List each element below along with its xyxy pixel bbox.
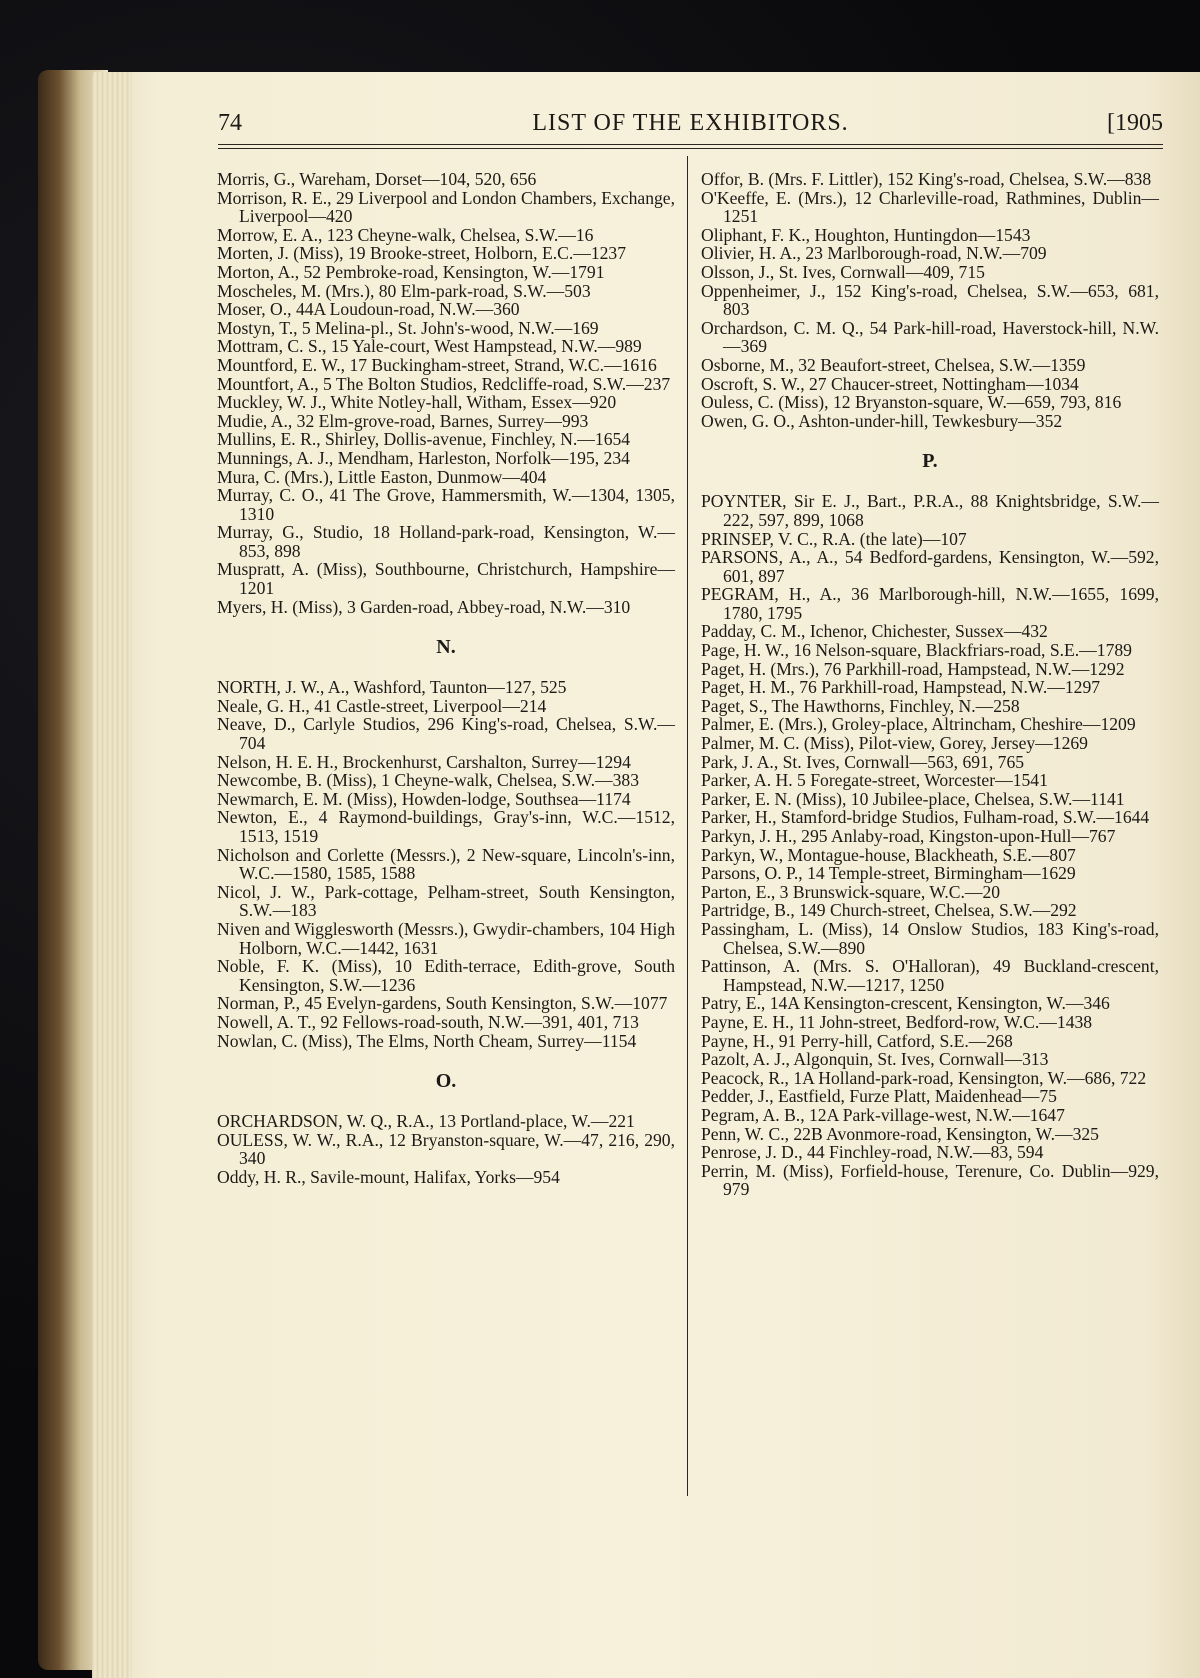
- exhibitor-entry: Myers, H. (Miss), 3 Garden-road, Abbey-road, N.W.—310: [217, 596, 631, 617]
- exhibitor-entry: Parton, E., 3 Brunswick-square, W.C.—20: [701, 881, 1001, 902]
- exhibitor-entry: Murray, C. O., 41 The Grove, Hammersmith, W.—1304, 1305, 1310: [217, 485, 675, 524]
- exhibitor-entry: Padday, C. M., Ichenor, Chichester, Sussex—432: [701, 621, 1048, 642]
- exhibitor-entry: Penn, W. C., 22B Avonmore-road, Kensington, W.—325: [701, 1123, 1099, 1144]
- exhibitor-entry: Nowell, A. T., 92 Fellows-road-south, N.W.—391, 401, 713: [217, 1011, 639, 1032]
- exhibitor-entry: Munnings, A. J., Mendham, Harleston, Norfolk—195, 234: [217, 447, 630, 468]
- exhibitor-entry: Newmarch, E. M. (Miss), Howden-lodge, Southsea—1174: [217, 788, 631, 809]
- exhibitor-entry: Morton, A., 52 Pembroke-road, Kensington, W.—1791: [217, 261, 605, 282]
- exhibitor-entry: Moser, O., 44A Loudoun-road, N.W.—360: [217, 299, 520, 320]
- exhibitor-entry: NORTH, J. W., A., Washford, Taunton—127, 525: [217, 677, 567, 698]
- exhibitor-entry: Newton, E., 4 Raymond-buildings, Gray's-inn, W.C.—1512, 1513, 1519: [217, 807, 675, 846]
- exhibitor-entry: Mottram, C. S., 15 Yale-court, West Hampstead, N.W.—989: [217, 336, 642, 357]
- entries-n: [217, 678, 675, 1050]
- running-title: LIST OF THE EXHIBITORS.: [532, 110, 849, 136]
- exhibitor-entry: Parsons, O. P., 14 Temple-street, Birmingham—1629: [701, 863, 1076, 884]
- exhibitor-entry: Murray, G., Studio, 18 Holland-park-road, Kensington, W.—853, 898: [217, 522, 675, 561]
- exhibitor-entry: Pazolt, A. J., Algonquin, St. Ives, Cornwall—313: [701, 1049, 1049, 1070]
- entries-m: [217, 170, 675, 616]
- exhibitor-entry: Nicholson and Corlette (Messrs.), 2 New-square, Lincoln's-inn, W.C.—1580, 1585, 1588: [217, 844, 675, 884]
- exhibitor-entry: Pedder, J., Eastfield, Furze Platt, Maidenhead—75: [701, 1086, 1057, 1107]
- exhibitor-entry: PARSONS, A., A., 54 Bedford-gardens, Kensington, W.—592, 601, 897: [701, 547, 1159, 586]
- exhibitor-entry: Ouless, C. (Miss), 12 Bryanston-square, W.—659, 793, 816: [701, 392, 1122, 413]
- exhibitor-entry: PRINSEP, V. C., R.A. (the late)—107: [701, 528, 967, 549]
- exhibitor-entry: Pattinson, A. (Mrs. S. O'Halloran), 49 Buckland-crescent, Hampstead, N.W.—1217, 1250: [701, 956, 1159, 995]
- exhibitor-entry: Parker, H., Stamford-bridge Studios, Fulham-road, S.W.—1644: [701, 807, 1150, 828]
- exhibitor-entry: Paget, S., The Hawthorns, Finchley, N.—258: [701, 695, 1020, 716]
- exhibitor-entry: Orchardson, C. M. Q., 54 Park-hill-road, Haverstock-hill, N.W.—369: [701, 317, 1159, 357]
- exhibitor-entry: Owen, G. O., Ashton-under-hill, Tewkesbury—352: [701, 410, 1063, 431]
- exhibitor-entry: Morrow, E. A., 123 Cheyne-walk, Chelsea, S.W.—16: [217, 224, 594, 245]
- entries-o-left: [217, 1112, 675, 1186]
- column-divider: [687, 156, 688, 1496]
- entries-p: [701, 492, 1159, 1199]
- exhibitor-entry: Morten, J. (Miss), 19 Brooke-street, Holborn, E.C.—1237: [217, 243, 627, 264]
- exhibitor-entry: Morris, G., Wareham, Dorset—104, 520, 656: [217, 169, 537, 189]
- exhibitor-entry: Parkyn, W., Montague-house, Blackheath, S.E.—807: [701, 844, 1076, 865]
- exhibitor-entry: Offor, B. (Mrs. F. Littler), 152 King's-road, Chelsea, S.W.—838: [701, 169, 1152, 189]
- exhibitor-entry: Noble, F. K. (Miss), 10 Edith-terrace, Edith-grove, South Kensington, S.W.—1236: [217, 956, 675, 995]
- exhibitor-entry: ORCHARDSON, W. Q., R.A., 13 Portland-place, W.—221: [217, 1111, 635, 1132]
- exhibitor-entry: Palmer, E. (Mrs.), Groley-place, Altrincham, Cheshire—1209: [701, 714, 1136, 735]
- page-number: 74: [218, 110, 242, 136]
- exhibitor-entry: Paget, H. (Mrs.), 76 Parkhill-road, Hampstead, N.W.—1292: [701, 658, 1125, 679]
- exhibitor-entry: Mountford, E. W., 17 Buckingham-street, Strand, W.C.—1616: [217, 354, 657, 375]
- left-column: [217, 170, 675, 1187]
- exhibitor-entry: Olivier, H. A., 23 Marlborough-road, N.W.—709: [701, 243, 1047, 264]
- exhibitor-entry: Norman, P., 45 Evelyn-gardens, South Kensington, S.W.—1077: [217, 993, 668, 1014]
- entries-o-right: [701, 170, 1159, 430]
- exhibitor-entry: Patry, E., 14A Kensington-crescent, Kensington, W.—346: [701, 993, 1110, 1014]
- exhibitor-entry: Moscheles, M. (Mrs.), 80 Elm-park-road, S.W.—503: [217, 280, 591, 301]
- exhibitor-entry: Paget, H. M., 76 Parkhill-road, Hampstead, N.W.—1297: [701, 677, 1101, 698]
- exhibitor-entry: Peacock, R., 1A Holland-park-road, Kensington, W.—686, 722: [701, 1067, 1147, 1088]
- exhibitor-entry: POYNTER, Sir E. J., Bart., P.R.A., 88 Knightsbridge, S.W.—222, 597, 899, 1068: [701, 491, 1159, 530]
- year-label: [1905: [1107, 110, 1163, 136]
- exhibitor-entry: Penrose, J. D., 44 Finchley-road, N.W.—83, 594: [701, 1142, 1044, 1163]
- section-letter-p: P.: [922, 450, 938, 473]
- exhibitor-entry: OULESS, W. W., R.A., 12 Bryanston-square, W.—47, 216, 290, 340: [217, 1129, 675, 1169]
- page-header: [218, 106, 1163, 142]
- exhibitor-entry: Oliphant, F. K., Houghton, Huntingdon—1543: [701, 224, 1031, 245]
- exhibitor-entry: Neale, G. H., 41 Castle-street, Liverpool—214: [217, 695, 547, 716]
- exhibitor-entry: Parkyn, J. H., 295 Anlaby-road, Kingston-upon-Hull—767: [701, 826, 1116, 846]
- exhibitor-entry: Mullins, E. R., Shirley, Dollis-avenue, Finchley, N.—1654: [217, 429, 631, 450]
- exhibitor-entry: Niven and Wigglesworth (Messrs.), Gwydir-chambers, 104 High Holborn, W.C.—1442, 1631: [217, 918, 675, 958]
- exhibitor-entry: Perrin, M. (Miss), Forfield-house, Terenure, Co. Dublin—929, 979: [701, 1160, 1159, 1200]
- header-rule: [218, 144, 1163, 149]
- exhibitor-entry: Palmer, M. C. (Miss), Pilot-view, Gorey, Jersey—1269: [701, 733, 1088, 754]
- exhibitor-entry: Parker, E. N. (Miss), 10 Jubilee-place, Chelsea, S.W.—1141: [701, 788, 1125, 809]
- section-letter-n: N.: [436, 636, 456, 659]
- exhibitor-entry: PEGRAM, H., A., 36 Marlborough-hill, N.W.—1655, 1699, 1780, 1795: [701, 584, 1159, 623]
- exhibitor-entry: Mura, C. (Mrs.), Little Easton, Dunmow—404: [217, 466, 547, 487]
- exhibitor-entry: Park, J. A., St. Ives, Cornwall—563, 691, 765: [701, 751, 1025, 772]
- exhibitor-entry: Nelson, H. E. H., Brockenhurst, Carshalton, Surrey—1294: [217, 751, 631, 772]
- exhibitor-entry: Page, H. W., 16 Nelson-square, Blackfriars-road, S.E.—1789: [701, 640, 1132, 661]
- exhibitor-entry: Morrison, R. E., 29 Liverpool and London Chambers, Exchange, Liverpool—420: [217, 187, 675, 227]
- exhibitor-entry: Passingham, L. (Miss), 14 Onslow Studios, 183 King's-road, Chelsea, S.W.—890: [701, 918, 1159, 958]
- exhibitor-entry: Newcombe, B. (Miss), 1 Cheyne-walk, Chelsea, S.W.—383: [217, 770, 640, 791]
- exhibitor-entry: Mudie, A., 32 Elm-grove-road, Barnes, Surrey—993: [217, 410, 589, 431]
- exhibitor-entry: Neave, D., Carlyle Studios, 296 King's-road, Chelsea, S.W.—704: [217, 714, 675, 754]
- exhibitor-entry: Nicol, J. W., Park-cottage, Pelham-street, South Kensington, S.W.—183: [217, 881, 675, 921]
- exhibitor-entry: Pegram, A. B., 12A Park-village-west, N.W.—1647: [701, 1104, 1065, 1125]
- exhibitor-entry: Muspratt, A. (Miss), Southbourne, Christchurch, Hampshire—1201: [217, 559, 675, 599]
- exhibitor-entry: Osborne, M., 32 Beaufort-street, Chelsea, S.W.—1359: [701, 354, 1086, 375]
- exhibitor-entry: Oscroft, S. W., 27 Chaucer-street, Nottingham—1034: [701, 373, 1079, 394]
- exhibitor-entry: O'Keeffe, E. (Mrs.), 12 Charleville-road, Rathmines, Dublin—1251: [701, 187, 1159, 227]
- exhibitor-entry: Muckley, W. J., White Notley-hall, Witham, Essex—920: [217, 392, 617, 413]
- exhibitor-entry: Partridge, B., 149 Church-street, Chelsea, S.W.—292: [701, 900, 1077, 921]
- exhibitor-entry: Parker, A. H. 5 Foregate-street, Worcester—1541: [701, 770, 1048, 791]
- exhibitor-entry: Payne, H., 91 Perry-hill, Catford, S.E.—268: [701, 1030, 1013, 1051]
- exhibitor-entry: Nowlan, C. (Miss), The Elms, North Cheam, Surrey—1154: [217, 1030, 637, 1051]
- exhibitor-entry: Olsson, J., St. Ives, Cornwall—409, 715: [701, 261, 985, 282]
- exhibitor-entry: Oppenheimer, J., 152 King's-road, Chelsea, S.W.—653, 681, 803: [701, 280, 1159, 320]
- page-edges: [92, 72, 132, 1678]
- exhibitor-entry: Mountfort, A., 5 The Bolton Studios, Redcliffe-road, S.W.—237: [217, 373, 671, 394]
- exhibitor-entry: Oddy, H. R., Savile-mount, Halifax, Yorks—954: [217, 1166, 560, 1187]
- section-letter-o: O.: [435, 1070, 457, 1093]
- exhibitor-entry: Payne, E. H., 11 John-street, Bedford-row, W.C.—1438: [701, 1011, 1093, 1032]
- right-column: [701, 170, 1159, 1199]
- exhibitor-entry: Mostyn, T., 5 Melina-pl., St. John's-wood, N.W.—169: [217, 317, 599, 338]
